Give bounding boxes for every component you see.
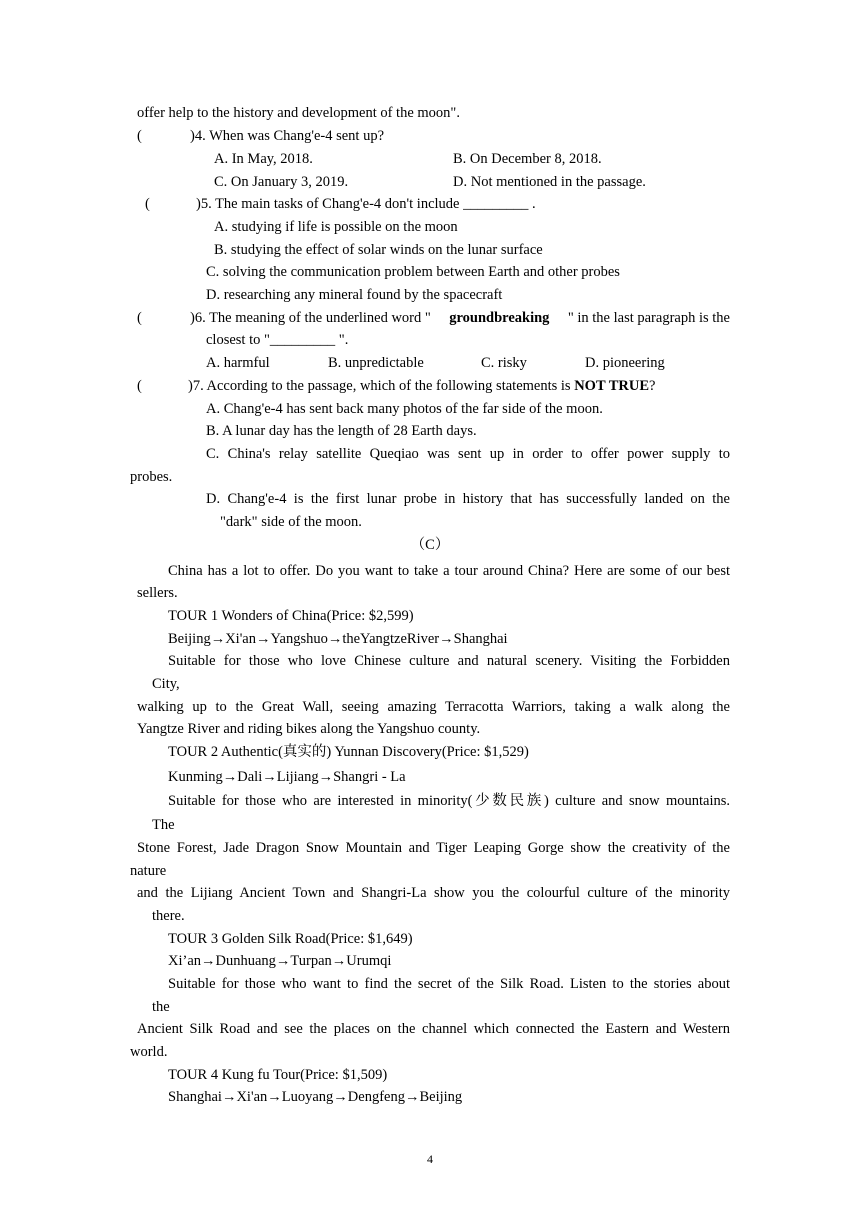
section-c-heading: （C） xyxy=(410,537,450,553)
tour1-description-1: Suitable for those who love Chinese culture and natural scenery. Visiting the Forbidden xyxy=(168,653,730,669)
q7-option-c-continued: probes. xyxy=(130,469,173,485)
tour3-description-2b: world. xyxy=(130,1044,168,1060)
tour3-description-1: Suitable for those who want to find the secret of the Silk Road. Listen to the stories about xyxy=(168,976,730,992)
tour4-title: TOUR 4 Kung fu Tour(Price: $1,509) xyxy=(168,1067,388,1083)
q7-stem xyxy=(188,377,655,395)
tour3-description-1b: the xyxy=(152,999,170,1015)
q4-option-a: A. In May, 2018. xyxy=(214,151,313,167)
tour3-description-2: Ancient Silk Road and see the places on the channel which connected the Eastern and Western xyxy=(137,1021,730,1037)
q5-stem: )5. The main tasks of Chang'e-4 don't include _________ . xyxy=(196,196,536,212)
tour1-title: TOUR 1 Wonders of China(Price: $2,599) xyxy=(168,608,414,624)
q4-paren: ( xyxy=(137,128,142,144)
tour4-route: Shanghai→Xi'an→Luoyang→Dengfeng→Beijing xyxy=(168,1089,463,1105)
tour3-route: Xi’an→Dunhuang→Turpan→Urumqi xyxy=(168,953,392,969)
q4-option-c: C. On January 3, 2019. xyxy=(214,174,349,190)
q6-stem-continued: closest to "_________ ". xyxy=(206,332,349,348)
q7-stem-part1: )7. According to the passage, which of the following statements is xyxy=(188,378,575,394)
tour2-description-1b: The xyxy=(152,817,175,833)
q5-option-a: A. studying if life is possible on the moon xyxy=(214,219,458,235)
intro-paragraph: China has a lot to offer. Do you want to take a tour around China? Here are some of our best xyxy=(168,563,730,579)
tour1-description-2: walking up to the Great Wall, seeing amazing Terracotta Warriors, taking a walk along the xyxy=(137,699,730,715)
q6-stem xyxy=(190,309,730,327)
q7-stem-part2: ? xyxy=(649,378,656,394)
tour2-route: Kunming→Dali→Lijiang→Shangri - La xyxy=(168,769,406,785)
q4-option-d: D. Not mentioned in the passage. xyxy=(453,174,646,190)
q7-paren: ( xyxy=(137,378,142,394)
q6-keyword: groundbreaking xyxy=(449,310,550,326)
tour1-description-3: Yangtze River and riding bikes along the Yangshuo county. xyxy=(137,721,481,737)
tour2-description-3b: there. xyxy=(152,908,185,924)
q6-option-c: C. risky xyxy=(481,355,527,371)
tour2-description-1: Suitable for those who are interested in minority(少数民族) culture and snow mountains. xyxy=(168,793,730,809)
q5-option-b: B. studying the effect of solar winds on the lunar surface xyxy=(214,242,543,258)
tour1-route: Beijing→Xi'an→Yangshuo→theYangtzeRiver→Shanghai xyxy=(168,631,508,647)
tour2-description-2: Stone Forest, Jade Dragon Snow Mountain and Tiger Leaping Gorge show the creativity of the xyxy=(137,840,730,856)
q4-option-b: B. On December 8, 2018. xyxy=(453,151,602,167)
q7-option-d-continued: "dark" side of the moon. xyxy=(220,514,362,530)
passage-tail: offer help to the history and development of the moon". xyxy=(137,105,460,121)
q7-option-d: D. Chang'e-4 is the first lunar probe in history that has successfully landed on the xyxy=(206,491,730,507)
q6-stem-part2: " in the last paragraph is the xyxy=(567,310,730,326)
q6-stem-part1: )6. The meaning of the underlined word " xyxy=(190,310,431,326)
page-number: 4 xyxy=(427,1152,433,1166)
tour2-description-2b: nature xyxy=(130,863,167,879)
tour2-title: TOUR 2 Authentic(真实的) Yunnan Discovery(Price: $1,529) xyxy=(168,744,529,760)
tour2-description-3: and the Lijiang Ancient Town and Shangri-La show you the colourful culture of the minority xyxy=(137,885,730,901)
q6-option-b: B. unpredictable xyxy=(328,355,424,371)
q7-option-a: A. Chang'e-4 has sent back many photos of the far side of the moon. xyxy=(206,401,603,417)
q5-paren: ( xyxy=(145,196,150,212)
tour3-title: TOUR 3 Golden Silk Road(Price: $1,649) xyxy=(168,931,413,947)
intro-paragraph-continued: sellers. xyxy=(137,585,178,601)
q5-option-c: C. solving the communication problem between Earth and other probes xyxy=(206,264,620,280)
q5-option-d: D. researching any mineral found by the spacecraft xyxy=(206,287,503,303)
q7-option-b: B. A lunar day has the length of 28 Earth days. xyxy=(206,423,477,439)
q7-option-c: C. China's relay satellite Queqiao was sent up in order to offer power supply to xyxy=(206,446,730,462)
q7-keyword: NOT TRUE xyxy=(574,378,649,394)
q6-option-a: A. harmful xyxy=(206,355,270,371)
q6-paren: ( xyxy=(137,310,142,326)
q4-stem: )4. When was Chang'e-4 sent up? xyxy=(190,128,385,144)
tour1-description-1b: City, xyxy=(152,676,180,692)
q6-option-d: D. pioneering xyxy=(585,355,665,371)
